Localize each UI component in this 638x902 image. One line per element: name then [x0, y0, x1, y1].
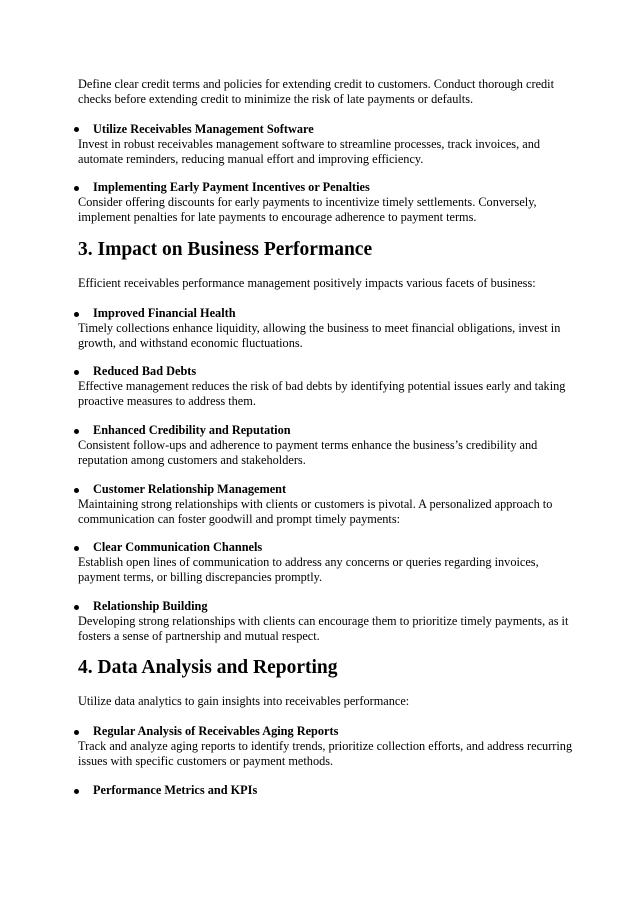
- bullet-title: Enhanced Credibility and Reputation: [93, 423, 291, 437]
- bullet-icon: [74, 429, 79, 434]
- bullet-icon: [74, 730, 79, 735]
- bullet-title: Utilize Receivables Management Software: [93, 122, 314, 136]
- intro-paragraph: Define clear credit terms and policies for extending credit to customers. Conduct thorough credit checks before extending credit to minimize the risk of late payments or defaults.: [78, 77, 555, 106]
- bullet-icon: [74, 127, 79, 132]
- bullet-title: Customer Relationship Management: [93, 482, 287, 496]
- bullet-body: Maintaining strong relationships with clients or customers is pivotal. A personalized approach to communication can foster goodwill and prompt timely payments:: [78, 497, 553, 526]
- bullet-title: Improved Financial Health: [93, 306, 236, 320]
- bullet-title: Regular Analysis of Receivables Aging Reports: [93, 724, 339, 738]
- section-heading: 3. Impact on Business Performance: [78, 239, 373, 260]
- bullet-body: Consistent follow-ups and adherence to payment terms enhance the business’s credibility and reputation among customers and stakeholders.: [78, 438, 538, 467]
- section-intro: Utilize data analytics to gain insights into receivables performance:: [78, 694, 410, 708]
- bullet-title: Reduced Bad Debts: [93, 364, 197, 378]
- bullet-title: Implementing Early Payment Incentives or Penalties: [93, 180, 370, 194]
- bullet-body: Timely collections enhance liquidity, allowing the business to meet financial obligations, invest in growth, and withstand economic fluctuations.: [78, 321, 561, 350]
- bullet-title: Performance Metrics and KPIs: [93, 783, 258, 797]
- bullet-title: Relationship Building: [93, 599, 208, 613]
- bullet-body: Consider offering discounts for early payments to incentivize timely settlements. Conversely, implement penalties for late payments to encourage adherence to payment terms.: [78, 195, 537, 224]
- section-heading: 4. Data Analysis and Reporting: [78, 657, 338, 678]
- bullet-title: Clear Communication Channels: [93, 540, 263, 554]
- bullet-body: Effective management reduces the risk of bad debts by identifying potential issues early and taking proactive measures to address them.: [78, 379, 566, 408]
- bullet-body: Developing strong relationships with clients can encourage them to prioritize timely payments, as it fosters a sense of partnership and mutual respect.: [78, 614, 569, 643]
- bullet-icon: [74, 488, 79, 493]
- bullet-body: Track and analyze aging reports to identify trends, prioritize collection efforts, and address recurring issues with specific customers or payment methods.: [78, 739, 573, 768]
- bullet-icon: [74, 546, 79, 551]
- bullet-icon: [74, 605, 79, 610]
- bullet-icon: [74, 186, 79, 191]
- bullet-icon: [74, 370, 79, 375]
- bullet-icon: [74, 312, 79, 317]
- bullet-body: Invest in robust receivables management software to streamline processes, track invoices, and automate reminders, reducing manual effort and improving efficiency.: [78, 137, 540, 166]
- bullet-icon: [74, 789, 79, 794]
- bullet-body: Establish open lines of communication to address any concerns or queries regarding invoices, payment terms, or billing discrepancies promptly.: [78, 555, 539, 584]
- section-intro: Efficient receivables performance management positively impacts various facets of business:: [78, 276, 536, 290]
